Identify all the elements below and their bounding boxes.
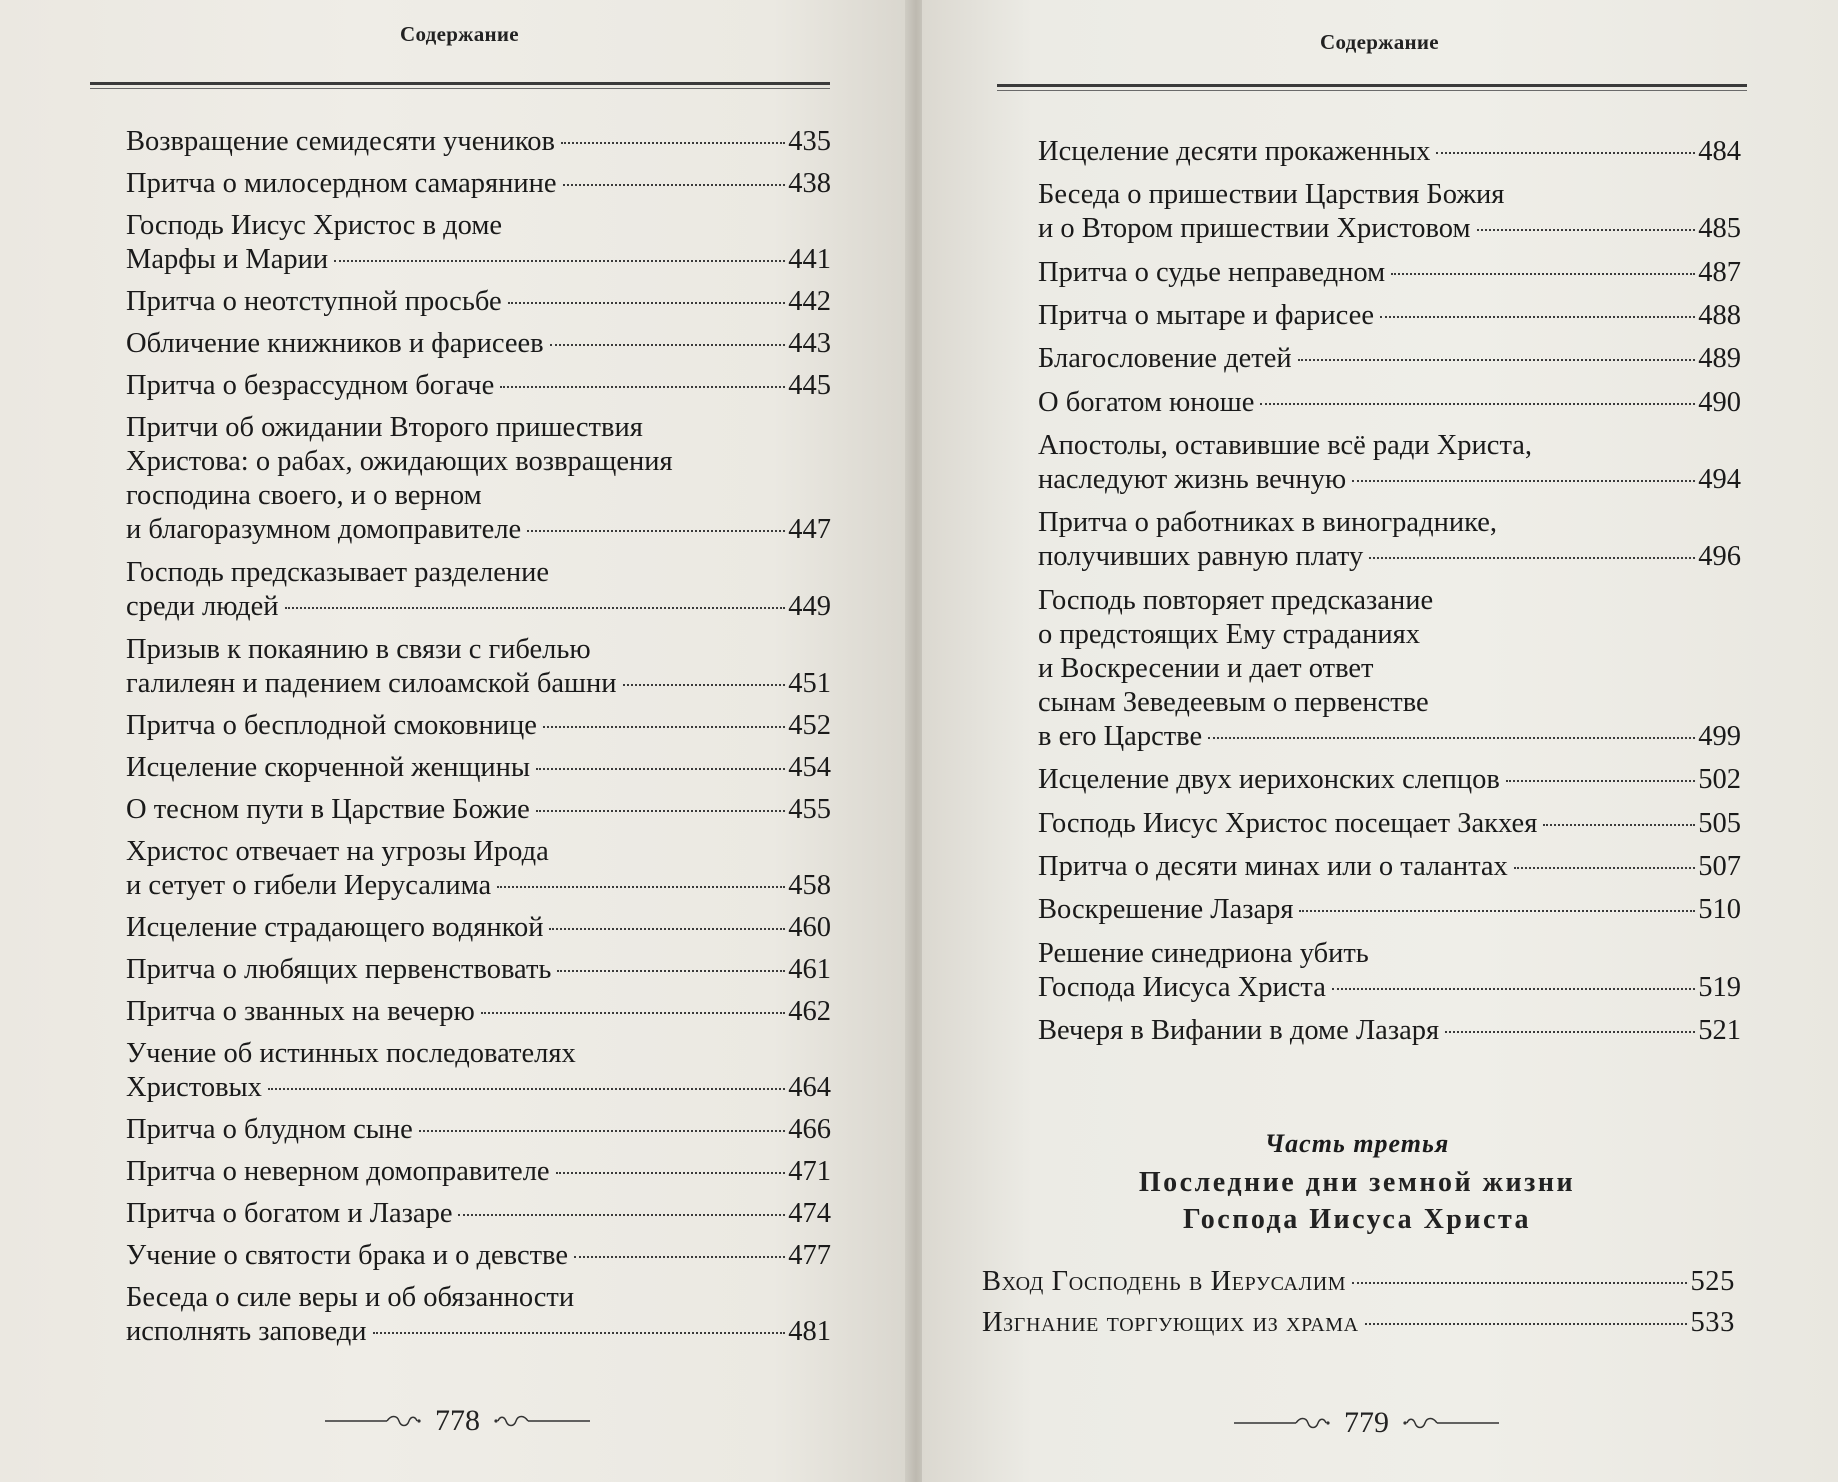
- toc-entry: [126, 411, 831, 547]
- toc-page-number: 525: [1690, 1266, 1735, 1297]
- page-number: 778: [435, 1404, 480, 1437]
- page-folio: [325, 1404, 590, 1438]
- toc-entry-title: Вход Господень в Иерусалим: [982, 1266, 1347, 1297]
- part-title-line: Господа Иисуса Христа: [1182, 1204, 1532, 1235]
- toc-entry-title: исполнять заповеди: [126, 1316, 367, 1348]
- dot-leader: [481, 1012, 785, 1014]
- toc-entry-title: Воскрешение Лазаря: [1038, 894, 1294, 926]
- toc-page-number: 507: [1698, 851, 1741, 882]
- toc-entry: [1038, 584, 1741, 754]
- toc-entry: [1038, 386, 1741, 420]
- toc-entry-title: господина своего, и о верном: [126, 480, 482, 512]
- toc-entry-title: Исцеление скорченной женщины: [126, 751, 531, 783]
- dot-leader: [574, 1256, 785, 1258]
- dot-leader: [497, 886, 785, 888]
- toc-entry-title: Господь Иисус Христос в доме: [126, 210, 503, 241]
- toc-page-number: 496: [1698, 541, 1741, 573]
- toc-page-number: 505: [1698, 807, 1741, 839]
- dot-leader: [527, 530, 785, 532]
- dot-leader: [1506, 780, 1695, 782]
- toc-entry: [126, 1239, 831, 1273]
- toc-entry: [1038, 342, 1741, 376]
- toc-entry-title: Вечеря в Вифании в доме Лазаря: [1038, 1015, 1440, 1046]
- toc-entry-title: и благоразумном домоправителе: [126, 514, 522, 546]
- toc-entry: [126, 835, 831, 903]
- toc-entry: [126, 1281, 831, 1349]
- left-page: [0, 0, 910, 1482]
- toc-entry-title: Апостолы, оставившие всё ради Христа,: [1038, 429, 1533, 461]
- toc-entry: [126, 709, 831, 743]
- dot-leader: [561, 142, 785, 144]
- dot-leader: [556, 1172, 786, 1174]
- page-folio: [1234, 1406, 1499, 1440]
- toc-entry-title: Благословение детей: [1038, 343, 1292, 375]
- dot-leader: [1298, 359, 1696, 361]
- dot-leader: [1445, 1031, 1695, 1033]
- toc-entry-title: Притча о богатом и Лазаре: [126, 1198, 453, 1230]
- toc-entry-title: и о Втором пришествии Христовом: [1038, 213, 1471, 245]
- toc-entry-title: Решение синедриона убить: [1038, 937, 1369, 969]
- toc-entry-title: Возвращение семидесяти учеников: [126, 126, 555, 157]
- dot-leader: [1260, 403, 1695, 405]
- toc-entry: [1038, 135, 1741, 169]
- toc-page-number: 441: [788, 244, 831, 275]
- toc-entry-title: Притча о любящих первенствовать: [126, 954, 552, 986]
- page-number: 779: [1344, 1406, 1389, 1439]
- toc-entry-title: Притча о неверном домоправителе: [126, 1156, 550, 1188]
- toc-page-number: 510: [1698, 894, 1741, 926]
- toc-entry: [126, 1155, 831, 1189]
- toc-entry-title: Господь повторяет предсказание: [1038, 584, 1434, 616]
- toc-page-number: 499: [1698, 720, 1741, 752]
- vine-flourish-icon: [1403, 1415, 1499, 1431]
- right-page: [922, 0, 1838, 1482]
- toc-entry-title: наследуют жизнь вечную: [1038, 463, 1347, 495]
- toc-page-number: 455: [788, 793, 831, 825]
- toc-entry-title: Учение о святости брака и о девстве: [126, 1240, 569, 1272]
- toc-page-number: 454: [788, 751, 831, 783]
- dot-leader: [1352, 1282, 1687, 1284]
- toc-page-number: 438: [788, 168, 831, 199]
- part-label: Часть третья: [1264, 1129, 1450, 1158]
- toc-entry: [1038, 850, 1741, 884]
- toc-entry-title: Притча о милосердном самарянине: [126, 168, 557, 199]
- part-title-line: Последние дни земной жизни: [1138, 1167, 1576, 1198]
- toc-page-number: 502: [1698, 764, 1741, 796]
- toc-page-number: 488: [1698, 300, 1741, 331]
- vine-flourish-icon: [325, 1413, 421, 1429]
- dot-leader: [508, 302, 786, 304]
- toc-page-number: 464: [788, 1072, 831, 1104]
- toc-entry-title: Господа Иисуса Христа: [1038, 971, 1326, 1003]
- vine-flourish-icon: [494, 1413, 590, 1429]
- running-head: Содержание: [400, 22, 519, 46]
- dot-leader: [285, 607, 786, 609]
- dot-leader: [500, 386, 785, 388]
- toc-entry: [126, 1113, 831, 1147]
- dot-leader: [1208, 737, 1695, 739]
- toc-page-number: 490: [1698, 386, 1741, 418]
- toc-page-number: 466: [788, 1114, 831, 1146]
- toc-page-number: 449: [788, 591, 831, 623]
- toc-page-number: 474: [788, 1198, 831, 1230]
- toc-page-number: 443: [788, 328, 831, 360]
- toc-entry: [126, 167, 831, 201]
- dot-leader: [563, 184, 786, 186]
- toc-entry: [1038, 506, 1741, 574]
- toc-page-number: 451: [788, 667, 831, 699]
- dot-leader: [1436, 152, 1695, 154]
- toc-entry: [126, 556, 831, 624]
- toc-entry-title: Притча о работниках в винограднике,: [1038, 507, 1497, 539]
- toc-entry-title: Христова: о рабах, ожидающих возвращения: [126, 446, 673, 478]
- toc-entry-title: получивших равную плату: [1038, 541, 1364, 573]
- toc-entry: [982, 1265, 1735, 1299]
- toc-entry: [1038, 763, 1741, 797]
- toc-entry-title: Исцеление страдающего водянкой: [126, 912, 544, 944]
- toc-entry: [1038, 807, 1741, 841]
- toc-page-number: 458: [788, 869, 831, 901]
- running-head: Содержание: [1320, 30, 1439, 54]
- toc-entry: [126, 1197, 831, 1231]
- toc-page-number: 435: [788, 126, 831, 157]
- vine-flourish-icon: [1234, 1415, 1330, 1431]
- dot-leader: [334, 260, 785, 262]
- dot-leader: [458, 1214, 785, 1216]
- toc-entry-title: Исцеление двух иерихонских слепцов: [1038, 764, 1500, 796]
- toc-entry: [126, 285, 831, 319]
- part-title: [962, 1164, 1752, 1238]
- toc-entry: [126, 1037, 831, 1105]
- header-rule: [997, 84, 1747, 87]
- toc-entry-title: Притча о бесплодной смоковнице: [126, 709, 537, 741]
- dot-leader: [543, 726, 785, 728]
- toc-entry: [126, 793, 831, 827]
- dot-leader: [1365, 1323, 1688, 1325]
- toc-page-number: 521: [1698, 1015, 1741, 1046]
- toc-page-number: 462: [788, 996, 831, 1028]
- toc-entry: [126, 327, 831, 361]
- toc-entry-title: Марфы и Марии: [126, 244, 329, 275]
- toc-entry-title: О тесном пути в Царствие Божие: [126, 793, 530, 825]
- toc-entry-title: Учение об истинных последователях: [126, 1038, 576, 1070]
- toc-page-number: 485: [1698, 213, 1741, 245]
- toc-page-number: 471: [788, 1156, 831, 1188]
- toc-entry: [126, 995, 831, 1029]
- toc-entry-title: и Воскресении и дает ответ: [1038, 652, 1374, 684]
- dot-leader: [419, 1130, 785, 1132]
- dot-leader: [536, 810, 785, 812]
- toc-entry-title: о предстоящих Ему страданиях: [1038, 618, 1420, 650]
- toc-page-number: 519: [1698, 971, 1741, 1003]
- dot-leader: [1477, 229, 1696, 231]
- toc-entry-title: Исцеление десяти прокаженных: [1038, 136, 1431, 167]
- toc-page-number: 461: [788, 954, 831, 986]
- toc-entry: [1038, 178, 1741, 246]
- dot-leader: [373, 1332, 786, 1334]
- toc-page-number: 487: [1698, 256, 1741, 288]
- toc-entry: [1038, 256, 1741, 290]
- toc-entry-title: Господь предсказывает разделение: [126, 557, 550, 589]
- toc-entry-title: Притча о блудном сыне: [126, 1114, 413, 1146]
- toc-page-number: 481: [788, 1316, 831, 1348]
- toc-page-number: 484: [1698, 136, 1741, 167]
- toc-page-number: 460: [788, 912, 831, 944]
- dot-leader: [1380, 316, 1695, 318]
- toc-entry-title: галилеян и падением силоамской башни: [126, 667, 617, 699]
- toc-entry-title: Обличение книжников и фарисеев: [126, 328, 544, 360]
- toc-entry-title: Притчи об ожидании Второго пришествия: [126, 412, 643, 444]
- toc-entry-title: среди людей: [126, 591, 279, 623]
- toc-page-number: 442: [788, 286, 831, 318]
- dot-leader: [557, 970, 785, 972]
- toc-entry: [126, 209, 831, 277]
- toc-entry-title: Притча о десяти минах или о талантах: [1038, 851, 1508, 882]
- toc-entry-title: сынам Зеведеевым о первенстве: [1038, 686, 1429, 718]
- toc-entry-title: Беседа о силе веры и об обязанности: [126, 1282, 575, 1314]
- toc-entry: [126, 751, 831, 785]
- toc-entry: [1038, 937, 1741, 1005]
- toc-entry-title: Притча о безрассудном богаче: [126, 370, 495, 402]
- toc-entry-title: в его Царстве: [1038, 720, 1203, 752]
- dot-leader: [623, 684, 786, 686]
- toc-entry: [982, 1306, 1735, 1340]
- toc-entry-title: Христос отвечает на угрозы Ирода: [126, 835, 549, 867]
- toc-entry: [126, 911, 831, 945]
- toc-page-number: 452: [788, 709, 831, 741]
- toc-entry-title: Христовых: [126, 1072, 262, 1104]
- toc-entry-title: Призыв к покаянию в связи с гибелью: [126, 633, 591, 665]
- toc-entry: [126, 125, 831, 159]
- toc-entry-title: Господь Иисус Христос посещает Закхея: [1038, 807, 1538, 839]
- toc-entry-title: О богатом юноше: [1038, 386, 1255, 418]
- toc-page-number: 477: [788, 1240, 831, 1272]
- dot-leader: [536, 768, 785, 770]
- toc-page-number: 447: [788, 514, 831, 546]
- dot-leader: [1332, 988, 1695, 990]
- dot-leader: [1391, 273, 1695, 275]
- dot-leader: [1352, 480, 1695, 482]
- dot-leader: [1299, 910, 1695, 912]
- dot-leader: [268, 1088, 785, 1090]
- toc-entry: [1038, 1014, 1741, 1048]
- toc-entry: [1038, 299, 1741, 333]
- header-rule: [90, 82, 830, 85]
- toc-entry: [126, 633, 831, 701]
- dot-leader: [550, 344, 786, 346]
- toc-page-number: 494: [1698, 463, 1741, 495]
- dot-leader: [1369, 557, 1695, 559]
- toc-entry: [126, 953, 831, 987]
- toc-page-number: 445: [788, 370, 831, 402]
- toc-entry: [1038, 893, 1741, 927]
- toc-entry-title: Притча о мытаре и фарисее: [1038, 300, 1374, 331]
- toc-entry-title: и сетует о гибели Иерусалима: [126, 869, 492, 901]
- toc-page-number: 533: [1690, 1307, 1735, 1338]
- dot-leader: [1543, 824, 1695, 826]
- toc-entry-title: Изгнание торгующих из храма: [982, 1307, 1359, 1338]
- toc-entry: [126, 369, 831, 403]
- toc-page-number: 489: [1698, 343, 1741, 375]
- toc-entry-title: Притча о судье неправедном: [1038, 256, 1386, 288]
- dot-leader: [549, 928, 785, 930]
- toc-entry: [1038, 429, 1741, 497]
- dot-leader: [1514, 867, 1695, 869]
- toc-entry-title: Притча о неотступной просьбе: [126, 286, 502, 318]
- toc-entry-title: Беседа о пришествии Царствия Божия: [1038, 179, 1505, 211]
- toc-entry-title: Притча о званных на вечерю: [126, 996, 475, 1028]
